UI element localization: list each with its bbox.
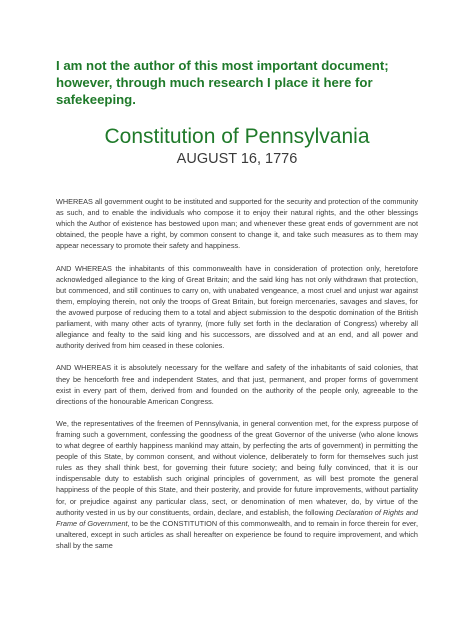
preamble-paragraph-3: AND WHEREAS it is absolutely necessary for the welfare and safety of the inhabitants of said colonies, that they be henceforth free and independent States, and that just, permanent, and proper forms of government exist in every part of them, derived from and founded on the authority of the people only, agreeable to the directions of the honourable American Congress.	[56, 363, 418, 406]
document-title: Constitution of Pennsylvania	[104, 125, 370, 148]
preamble-paragraph-2: AND WHEREAS the inhabitants of this commonwealth have in consideration of protection only, heretofore acknowledged allegiance to the king of Great Britain; and the said king has not only withdrawn that protection, but commenced, and still continues to carry on, with unabated vengeance, a most cruel and unjust war against them, employing therein, not only the troops of Great Britain, but foreign mercenaries, savages and slaves, for the avowed purpose of reducing them to a total and abject submission to the despotic domination of the British parliament, with many other acts of tyranny, (more fully set forth in the declaration of Congress) whereby all allegiance and fealty to the said king and his successors, are dissolved and at an end, and all power and authority derived from him ceased in these colonies.	[56, 263, 418, 351]
document-date: AUGUST 16, 1776	[176, 151, 298, 167]
document-body	[56, 196, 418, 562]
author-note: I am not the author of this most important document; however, through much research I place it here for safekeeping.	[56, 58, 389, 107]
paragraph-text-after: , to be the CONSTITUTION of this commonwealth, and to remain in force therein for ever, unaltered, except in such articles as shall hereafter on experience be found to require improvement, and which shall by the same	[56, 518, 418, 550]
declaration-title-italic: Declaration of Rights and Frame of Government	[56, 507, 418, 528]
preamble-paragraph-1: WHEREAS all government ought to be instituted and supported for the security and protection of the community as such, and to enable the individuals who compose it to enjoy their natural rights, and the other blessings which the Author of existence has bestowed upon man; and whenever these great ends of government are not obtained, the people have a right, by common consent to change it, and take such measures as to them may appear necessary to promote their safety and happiness.	[56, 197, 418, 251]
paragraph-text-before: We, the representatives of the freemen of Pennsylvania, in general convention met, for the express purpose of framing such a government, confessing the goodness of the great Governor of the universe (who alone knows to what degree of earthly happiness mankind may attain, by perfecting the arts of government) in permitting the people of this State, by common consent, and without violence, deliberately to form for themselves such just rules as they shall think best, for governing their future society; and being fully convinced, that it is our indispensable duty to establish such original principles of government, as will best promote the general happiness of the people of this State, and their posterity, and provide for future improvements, without partiality for, or prejudice against any particular class, sect, or denomination of men whatever, do, by virtue of the authority vested in us by our constituents, ordain, declare, and establish, the following	[56, 418, 418, 517]
preamble-paragraph-4	[56, 418, 418, 551]
